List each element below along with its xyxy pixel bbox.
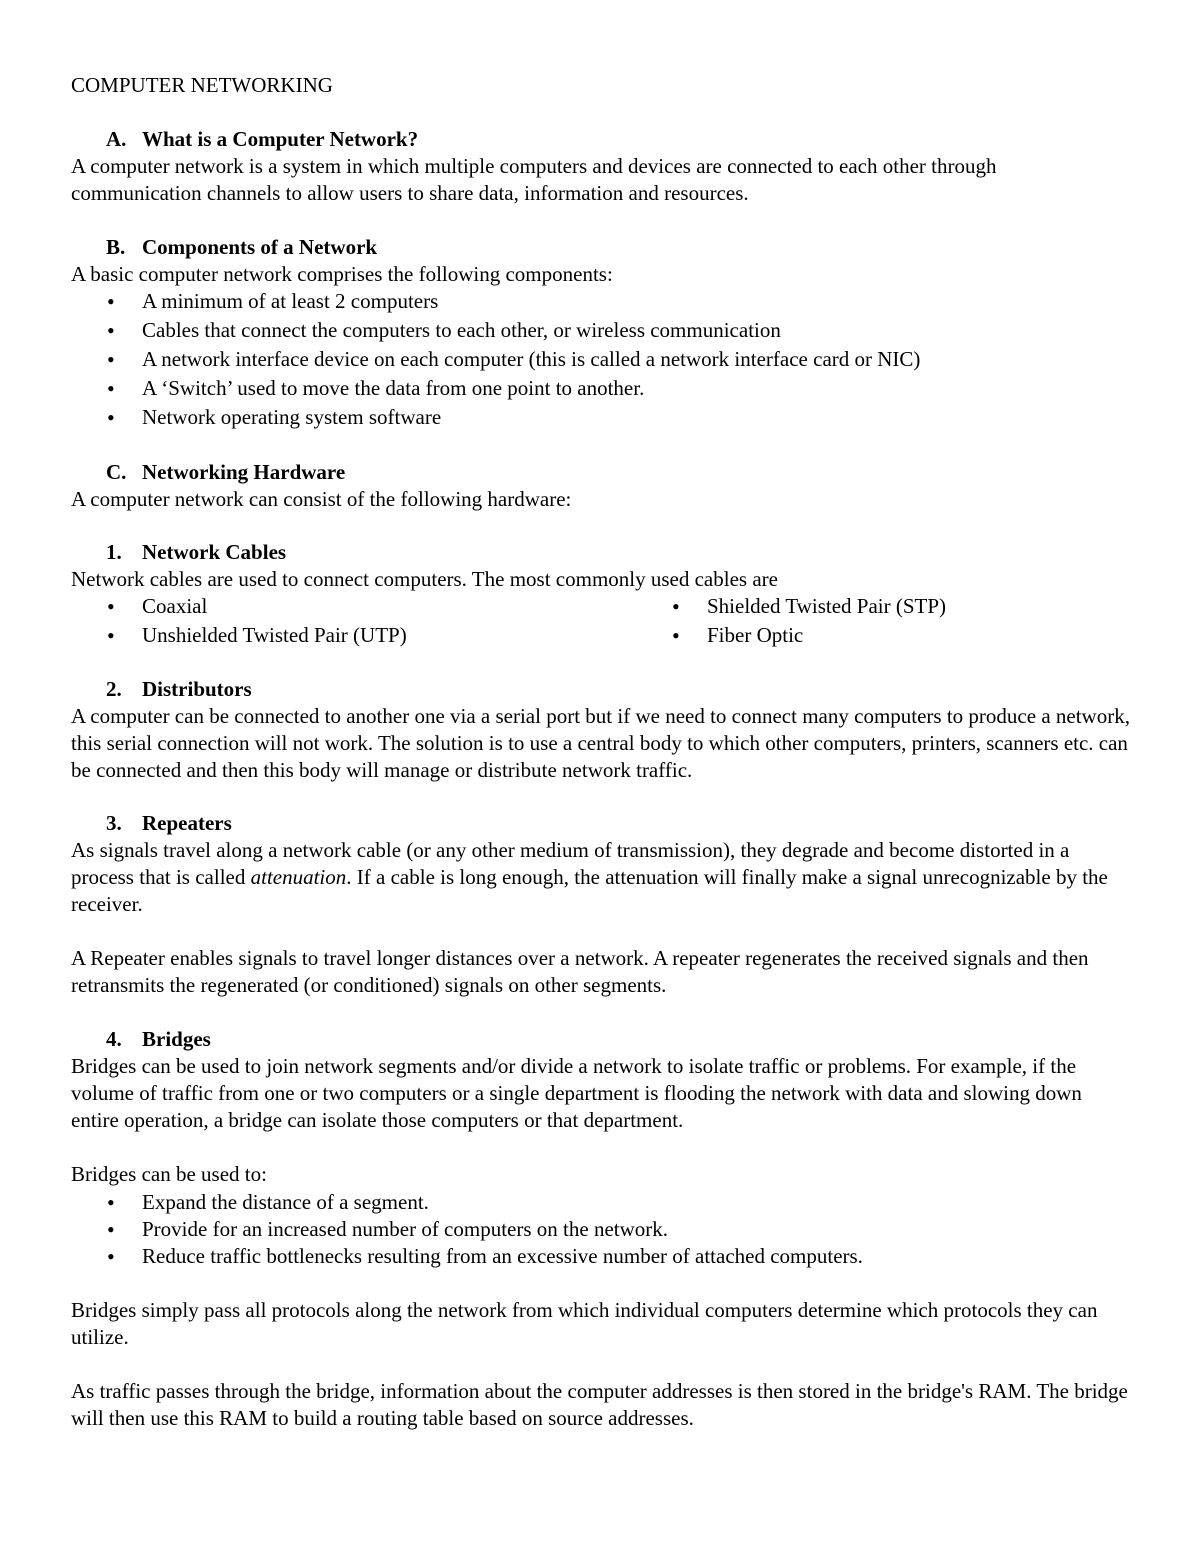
subsection-3-title: Repeaters [142,811,232,835]
section-a-body: A computer network is a system in which multiple computers and devices are connected to each other through communication channels to allow users to share data, information and resources. [71,154,997,205]
subsection-4-heading [71,1026,1130,1053]
list-item: • Expand the distance of a segment. [71,1189,1130,1216]
subsection-3-paragraph-1 [71,837,1130,918]
section-b-title: Components of a Network [142,235,378,259]
subsection-1-heading [71,539,1130,566]
emphasis-attenuation: attenuation [250,865,347,889]
list-item: • Shielded Twisted Pair (STP) [636,593,1200,622]
section-a-heading [71,126,1130,153]
subsection-4-paragraph-2: Bridges can be used to: [71,1162,267,1186]
list-item: • A network interface device on each computer (this is called a network interface card or NIC) [71,346,1130,375]
subsection-4-paragraph-4: As traffic passes through the bridge, information about the computer addresses is then stored in the bridge's RAM. The bridge will then use this RAM to build a routing table based on source addresses. [71,1379,1128,1430]
list-item: • A ‘Switch’ used to move the data from one point to another. [71,375,1130,404]
section-a-title: What is a Computer Network? [142,127,419,151]
subsection-1-intro: Network cables are used to connect computers. The most commonly used cables are [71,567,778,591]
section-c-heading [71,459,1130,486]
section-a-marker: A. [106,127,127,151]
list-item: • Reduce traffic bottlenecks resulting from an excessive number of attached computers. [71,1243,1130,1270]
subsection-3-heading [71,810,1130,837]
subsection-3-paragraph-2: A Repeater enables signals to travel longer distances over a network. A repeater regenerates the received signals and then retransmits the regenerated (or conditioned) signals on other segments. [71,946,1089,997]
list-item: • Cables that connect the computers to each other, or wireless communication [71,317,1130,346]
section-b-marker: B. [106,235,126,259]
text-run: . If a cable is long enough, the attenuation will finally make a signal unrecognizable by the receiver. [71,865,1108,916]
cable-types [71,593,1130,651]
subsection-4-paragraph-3: Bridges simply pass all protocols along the network from which individual computers determine which protocols they can utilize. [71,1298,1098,1349]
section-b-intro: A basic computer network comprises the following components: [71,262,613,286]
section-c-intro: A computer network can consist of the following hardware: [71,487,572,511]
list-item: • A minimum of at least 2 computers [71,288,1130,317]
subsection-4-marker: 4. [106,1027,122,1051]
subsection-4-title: Bridges [142,1027,211,1051]
section-b-heading [71,234,1130,261]
text-run: As signals travel along a network cable (or any other medium of transmission), they degrade and become distorted in a process that is called [71,838,1070,889]
components-list [71,288,1130,433]
cable-list-right [636,593,1200,651]
subsection-4-paragraph-1: Bridges can be used to join network segments and/or divide a network to isolate traffic or problems. For example, if the volume of traffic from one or two computers or a single department is flooding the network with data and slowing down entire operation, a bridge can isolate those computers or that department. [71,1054,1082,1132]
list-item: • Coaxial [71,593,636,622]
subsection-1-marker: 1. [106,540,122,564]
subsection-2-title: Distributors [142,677,252,701]
subsection-2-marker: 2. [106,677,122,701]
subsection-1-title: Network Cables [142,540,287,564]
list-item: • Unshielded Twisted Pair (UTP) [71,622,636,651]
cable-list-left [71,593,636,651]
list-item: • Fiber Optic [636,622,1200,651]
list-item: • Network operating system software [71,404,1130,433]
subsection-2-body: A computer can be connected to another one via a serial port but if we need to connect many computers to produce a network, this serial connection will not work. The solution is to use a central body to which other computers, printers, scanners etc. can be connected and then this body will manage or distribute network traffic. [71,704,1130,782]
bridges-uses-list [71,1189,1130,1270]
section-c-title: Networking Hardware [142,460,346,484]
subsection-3-marker: 3. [106,811,122,835]
list-item: • Provide for an increased number of computers on the network. [71,1216,1130,1243]
document-title: COMPUTER NETWORKING [71,73,333,97]
subsection-2-heading [71,676,1130,703]
section-c-marker: C. [106,460,127,484]
